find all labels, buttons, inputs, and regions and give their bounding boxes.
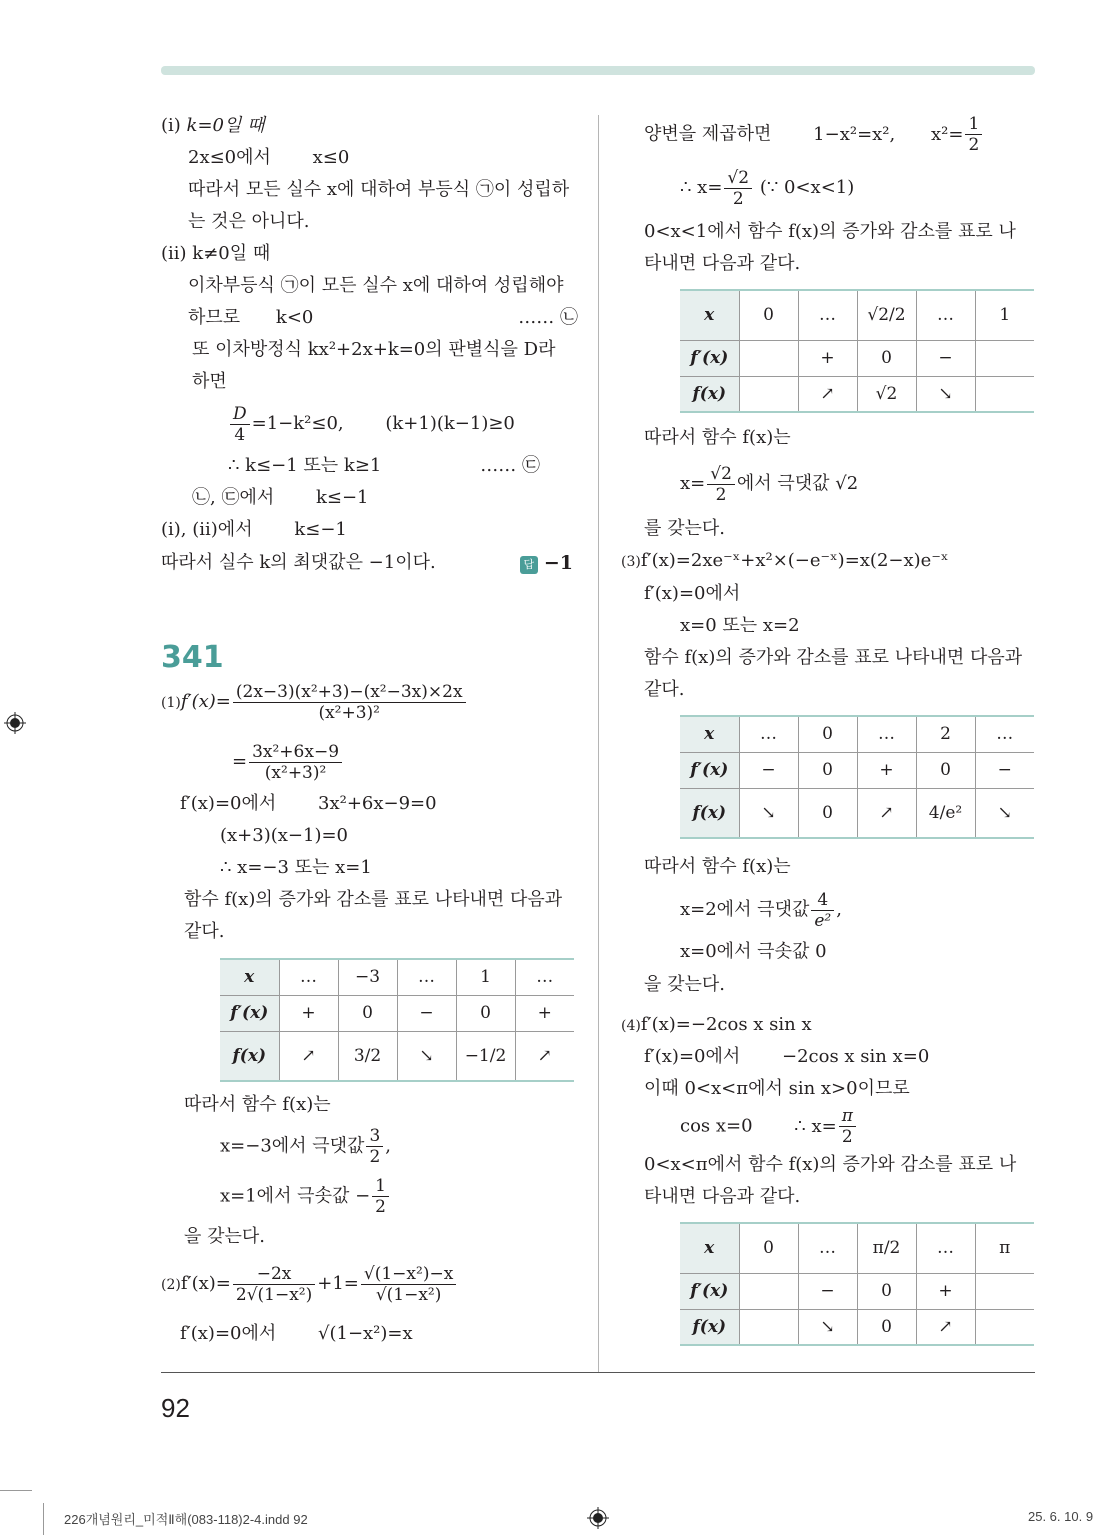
numerator: −2x — [233, 1264, 315, 1285]
column-divider — [598, 115, 599, 1373]
cell: −3 — [338, 959, 397, 995]
cell — [739, 340, 798, 376]
cell: … — [739, 716, 798, 752]
variation-table-4 — [680, 1222, 1034, 1346]
p1-min — [220, 1176, 391, 1217]
cell: 0 — [798, 752, 857, 788]
cell — [739, 1309, 798, 1345]
p4-line3: 이때 0<x<π에서 sin x>0이므로 — [644, 1078, 910, 1099]
row-label: f′(x) — [220, 995, 279, 1031]
cell: 0 — [857, 340, 916, 376]
cell: … — [798, 1223, 857, 1273]
numerator: 4 — [811, 890, 834, 911]
cell — [975, 376, 1034, 412]
cell: 2 — [916, 716, 975, 752]
increasing-arrow-icon: ↗ — [279, 1031, 338, 1081]
p3-line2: f′(x)=0에서 — [644, 583, 741, 604]
case1-line2: 따라서 모든 실수 x에 대하여 부등식 ㉠이 성립하 — [188, 179, 570, 200]
text: +1= — [317, 1273, 359, 1294]
text: ∴ k≤−1 또는 k≥1 — [228, 455, 382, 476]
text: x= — [680, 473, 706, 494]
case2-line3: 또 이차방정식 kx²+2x+k=0의 판별식을 D라 — [192, 339, 556, 360]
numerator: 3x²+6x−9 — [249, 742, 342, 763]
registration-mark-icon — [4, 712, 26, 734]
cell: … — [916, 290, 975, 340]
cell: − — [916, 340, 975, 376]
part-label: (2) — [161, 1277, 181, 1293]
cell: 3/2 — [338, 1031, 397, 1081]
cell — [739, 1273, 798, 1309]
row-label: x — [680, 1223, 739, 1273]
answer-badge-icon: 답 — [520, 556, 538, 574]
p1-line7: 같다. — [184, 921, 225, 942]
text: x²= — [930, 123, 964, 145]
bottom-rule — [161, 1372, 1035, 1373]
text: √(1−x²)=x — [318, 1323, 413, 1344]
cell: 0 — [338, 995, 397, 1031]
p4-line6: 타내면 다음과 같다. — [644, 1186, 801, 1207]
cell: 0 — [798, 716, 857, 752]
p4-line2 — [644, 1046, 929, 1068]
cell: + — [279, 995, 338, 1031]
denominator: e² — [814, 910, 832, 931]
text: 3x²+6x−9=0 — [318, 793, 437, 814]
p3-end: 을 갖는다. — [644, 974, 725, 995]
cell: 0 — [798, 788, 857, 838]
p1-line6: 함수 f(x)의 증가와 감소를 표로 나타내면 다음과 — [184, 889, 563, 910]
denominator: 2 — [375, 1197, 386, 1217]
row-label: f′(x) — [680, 1273, 739, 1309]
text: 따라서 실수 k의 최댓값은 −1이다. — [161, 552, 436, 573]
combine-line — [192, 487, 369, 509]
p1-after1: 따라서 함수 f(x)는 — [184, 1094, 331, 1115]
increasing-arrow-icon: ↗ — [515, 1031, 574, 1081]
text: (k+1)(k−1)≥0 — [385, 413, 515, 434]
text: k≤−1 — [315, 487, 369, 508]
cell: 0 — [456, 995, 515, 1031]
row-label: x — [680, 290, 739, 340]
p2-line5: 0<x<1에서 함수 f(x)의 증가와 감소를 표로 나 — [644, 221, 1016, 242]
case-condition: k=0일 때 — [186, 115, 265, 136]
therefore-line — [228, 455, 540, 477]
cell: −1/2 — [456, 1031, 515, 1081]
denominator: 2 — [841, 1127, 853, 1147]
p3-derivative — [621, 550, 948, 573]
denominator: 2√(1−x²) — [235, 1284, 313, 1305]
row-label: x — [680, 716, 739, 752]
cell: + — [798, 340, 857, 376]
denominator: 2 — [369, 1147, 381, 1167]
p3-after1: 따라서 함수 f(x)는 — [644, 856, 791, 877]
text: 에서 극댓값 √2 — [736, 473, 859, 494]
row-label: f(x) — [680, 376, 739, 412]
fraction — [230, 404, 250, 445]
cell — [975, 1273, 1034, 1309]
denominator: (x²+3)² — [264, 762, 327, 783]
cell: − — [397, 995, 456, 1031]
part-label: (3) — [621, 554, 641, 570]
numerator: 1 — [372, 1176, 389, 1197]
decreasing-arrow-icon: ↘ — [739, 788, 798, 838]
text: f′(x)=0에서 — [644, 1046, 741, 1067]
denominator: 2 — [732, 188, 744, 209]
cell: √2/2 — [857, 290, 916, 340]
decreasing-arrow-icon: ↘ — [798, 1309, 857, 1345]
text: ∴ x= — [794, 1115, 837, 1137]
numerator: π — [839, 1106, 856, 1127]
case2-heading — [161, 243, 270, 265]
decreasing-arrow-icon: ↘ — [397, 1031, 456, 1081]
p1-derivative — [161, 680, 468, 725]
p4-derivative — [621, 1014, 812, 1037]
cell: 1 — [975, 290, 1034, 340]
text: x=1에서 극솟값 − — [220, 1185, 371, 1207]
cell: + — [515, 995, 574, 1031]
case-condition: k≠0일 때 — [192, 243, 271, 264]
text: x≤0 — [312, 147, 350, 168]
cell — [975, 340, 1034, 376]
discriminant-line — [228, 402, 515, 446]
variation-table-3 — [680, 715, 1034, 839]
text: (∵ 0<x<1) — [759, 177, 855, 198]
text: f′(x)=0에서 — [180, 1323, 277, 1344]
text: −2cos x sin x=0 — [782, 1046, 930, 1067]
p3-max: x=2에서 극댓값 $\frac{4}{\text{e²}}$ , — [680, 889, 842, 931]
text: k≤−1 — [294, 519, 347, 540]
text: x=−3에서 극댓값 — [220, 1135, 365, 1157]
case2-line4: 하면 — [192, 371, 227, 392]
p1-line5: ∴ x=−3 또는 x=1 — [220, 857, 372, 878]
p1-end: 을 갖는다. — [184, 1226, 265, 1247]
p3-line5: 같다. — [644, 679, 685, 700]
text: x=2에서 극댓값 — [680, 899, 810, 920]
p1-derivative-simplified: = $\frac{\text{3x²+6x−9}}{\text{(x²+3)²}}$ — [232, 740, 344, 784]
row-label: f(x) — [680, 1309, 739, 1345]
denominator: (x²+3)² — [318, 702, 380, 723]
text: f′(x)=−2cos x sin x — [640, 1014, 812, 1035]
case2-line1: 이차부등식 ㉠이 모든 실수 x에 대하여 성립해야 — [188, 275, 564, 296]
fraction — [361, 1264, 456, 1305]
footer-date: 25. 6. 10. 9 — [1028, 1509, 1094, 1524]
cell: … — [279, 959, 338, 995]
top-decorative-bar — [161, 66, 1035, 75]
fraction — [724, 168, 752, 209]
p2-line2 — [180, 1323, 413, 1345]
cell: + — [857, 752, 916, 788]
fraction — [965, 114, 982, 155]
conclusion-line — [161, 552, 573, 574]
text: f′(x)= — [180, 1273, 231, 1294]
case-label: (ii) — [161, 243, 187, 264]
answer-value: −1 — [543, 552, 573, 574]
numerator: 3 — [366, 1126, 383, 1147]
numerator: D — [230, 404, 250, 425]
row-label: f′(x) — [680, 340, 739, 376]
answer — [520, 552, 573, 575]
p1-line3 — [180, 793, 437, 815]
cell: 0 — [916, 752, 975, 788]
fraction — [249, 742, 342, 783]
text: 양변을 제곱하면 — [644, 123, 772, 145]
cell: … — [857, 716, 916, 752]
decreasing-arrow-icon: ↘ — [916, 376, 975, 412]
text: 하므로 — [188, 307, 241, 328]
p3-min: x=0에서 극솟값 0 — [680, 941, 827, 962]
part-label: (1) — [161, 695, 181, 711]
p4-line5: 0<x<π에서 함수 f(x)의 증가와 감소를 표로 나 — [644, 1154, 1017, 1175]
cell: + — [916, 1273, 975, 1309]
cell: … — [916, 1223, 975, 1273]
increasing-arrow-icon: ↗ — [916, 1309, 975, 1345]
row-label: f(x) — [680, 788, 739, 838]
denominator: √(1−x²) — [375, 1284, 442, 1305]
cell: 0 — [857, 1309, 916, 1345]
p2-line4 — [680, 166, 854, 210]
denominator: 2 — [968, 135, 980, 155]
row-label: f(x) — [220, 1031, 279, 1081]
text: ㉡, ㉢에서 — [192, 487, 275, 508]
text: (i), (ii)에서 — [161, 519, 253, 540]
case1-line3: 는 것은 아니다. — [188, 211, 310, 232]
text: =1−k²≤0, — [251, 413, 344, 434]
variation-table-2 — [680, 289, 1034, 413]
p4-line4 — [680, 1106, 858, 1147]
cell: 0 — [739, 290, 798, 340]
fraction — [839, 1106, 856, 1147]
cell — [739, 376, 798, 412]
cell: … — [975, 716, 1034, 752]
p2-end: 를 갖는다. — [644, 518, 725, 539]
text: f′(x)= — [180, 691, 231, 712]
cell: − — [739, 752, 798, 788]
case1-heading — [161, 115, 265, 137]
case2-line2 — [188, 307, 578, 329]
case1-line1 — [188, 147, 349, 169]
denominator: 4 — [234, 424, 246, 445]
numerator: (2x−3)(x²+3)−(x²−3x)×2x — [233, 682, 466, 703]
numerator: √2 — [707, 464, 735, 485]
text: cos x=0 — [680, 1115, 753, 1137]
decreasing-arrow-icon: ↘ — [975, 788, 1034, 838]
fraction — [366, 1126, 383, 1167]
cell: − — [975, 752, 1034, 788]
cell: … — [798, 290, 857, 340]
p2-derivative — [161, 1262, 458, 1307]
text: k<0 — [275, 307, 314, 328]
fraction — [811, 890, 834, 931]
problem-number: 341 — [161, 640, 224, 675]
cell: π/2 — [857, 1223, 916, 1273]
text: f′(x)=0에서 — [180, 793, 277, 814]
cell: 0 — [739, 1223, 798, 1273]
fraction — [707, 464, 735, 505]
cell: … — [397, 959, 456, 995]
text: 1−x²=x², — [813, 123, 896, 145]
row-label: f′(x) — [680, 752, 739, 788]
text: f′(x)=2xe⁻ˣ+x²×(−e⁻ˣ)=x(2−x)e⁻ˣ — [640, 550, 949, 571]
footer-filename: 226개념원리_미적Ⅱ해(083-118)2-4.indd 92 — [64, 1512, 308, 1527]
numerator: √(1−x²)−x — [361, 1264, 456, 1285]
final-line — [161, 519, 347, 541]
equation-tag: …… ㉡ — [518, 307, 578, 328]
page-number: 92 — [161, 1393, 190, 1423]
part-label: (4) — [621, 1018, 641, 1034]
variation-table-1 — [220, 958, 574, 1082]
cell: … — [515, 959, 574, 995]
cell: − — [798, 1273, 857, 1309]
cell — [975, 1309, 1034, 1345]
cell: π — [975, 1223, 1034, 1273]
numerator: √2 — [724, 168, 752, 189]
cell: 1 — [456, 959, 515, 995]
cell: 4/e² — [916, 788, 975, 838]
fraction — [233, 1264, 315, 1305]
cell: √2 — [857, 376, 916, 412]
p1-line4: (x+3)(x−1)=0 — [220, 825, 348, 846]
equation-tag: …… ㉢ — [480, 455, 540, 476]
p3-line3: x=0 또는 x=2 — [680, 615, 800, 636]
increasing-arrow-icon: ↗ — [798, 376, 857, 412]
fraction — [233, 682, 466, 723]
increasing-arrow-icon: ↗ — [857, 788, 916, 838]
case-label: (i) — [161, 115, 181, 136]
denominator: 2 — [715, 484, 727, 505]
row-label: x — [220, 959, 279, 995]
fraction — [372, 1176, 389, 1217]
registration-mark-icon — [587, 1507, 609, 1529]
p2-line6: 타내면 다음과 같다. — [644, 253, 801, 274]
p2-after1: 따라서 함수 f(x)는 — [644, 427, 791, 448]
p2-line3 — [644, 114, 984, 155]
crop-mark — [43, 1503, 44, 1535]
cell: 0 — [857, 1273, 916, 1309]
crop-mark — [0, 1490, 32, 1491]
text: 2x≤0에서 — [188, 147, 271, 168]
p2-max — [680, 462, 858, 506]
text: ∴ x= — [680, 177, 723, 198]
p3-line4: 함수 f(x)의 증가와 감소를 표로 나타내면 다음과 — [644, 647, 1023, 668]
p1-max: x=−3에서 극댓값 $\frac{3}{2}$ , — [220, 1126, 391, 1167]
numerator: 1 — [965, 114, 982, 135]
